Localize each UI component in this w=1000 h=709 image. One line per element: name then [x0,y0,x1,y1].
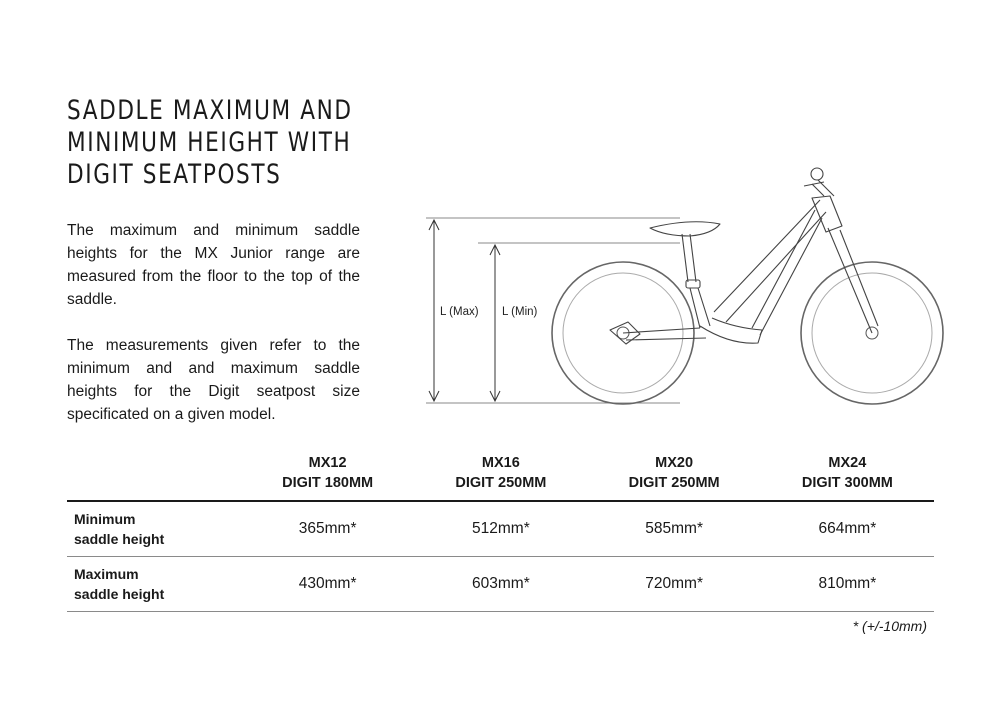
model-name: MX12 [308,455,347,471]
table-row [67,501,934,557]
table-header-row [67,450,934,501]
model-name: MX24 [828,455,867,471]
page-title [67,95,353,191]
table-cell: 603mm* [414,557,587,612]
header-mx20 [588,450,761,501]
table-cell: 430mm* [241,557,414,612]
title-line: MINIMUM HEIGHT WITH [67,127,352,158]
seatpost-size: DIGIT 250MM [628,475,720,491]
seatpost-size: DIGIT 180MM [282,475,374,491]
model-name: MX20 [655,455,694,471]
table-cell: 512mm* [414,501,587,557]
header-mx12 [241,450,414,501]
saddle-height-table [67,450,934,612]
header-mx16 [414,450,587,501]
seatpost-size: DIGIT 250MM [455,475,547,491]
row-label-line: Minimum [74,511,136,527]
row-label-line: Maximum [74,566,139,582]
table-cell: 365mm* [241,501,414,557]
label-max: L (Max) [440,306,479,318]
title-line: SADDLE MAXIMUM AND [67,95,353,126]
row-label-maximum [67,557,241,612]
intro-paragraph: The maximum and minimum saddle heights for the MX Junior range are measured from the floor to the top of the saddle. [67,222,360,308]
table-cell: 720mm* [588,557,761,612]
footnote: * (+/-10mm) [852,618,927,634]
row-label-line: saddle height [74,531,165,547]
table-row [67,557,934,612]
seatpost-size: DIGIT 300MM [801,475,893,491]
row-label-minimum [67,501,241,557]
row-label-line: saddle height [74,586,165,602]
bike-frame [610,168,878,344]
bike-diagram [415,150,960,420]
table-cell: 810mm* [761,557,934,612]
table-cell: 664mm* [761,501,934,557]
label-min: L (Min) [502,306,538,318]
model-name: MX16 [481,455,520,471]
header-mx24 [761,450,934,501]
note-paragraph: The measurements given refer to the minimum and and maximum saddle heights for the Digit seatpost size specificated on a given model. [67,337,360,423]
header-empty [67,450,241,501]
table-cell: 585mm* [588,501,761,557]
title-line: DIGIT SEATPOSTS [67,159,282,190]
